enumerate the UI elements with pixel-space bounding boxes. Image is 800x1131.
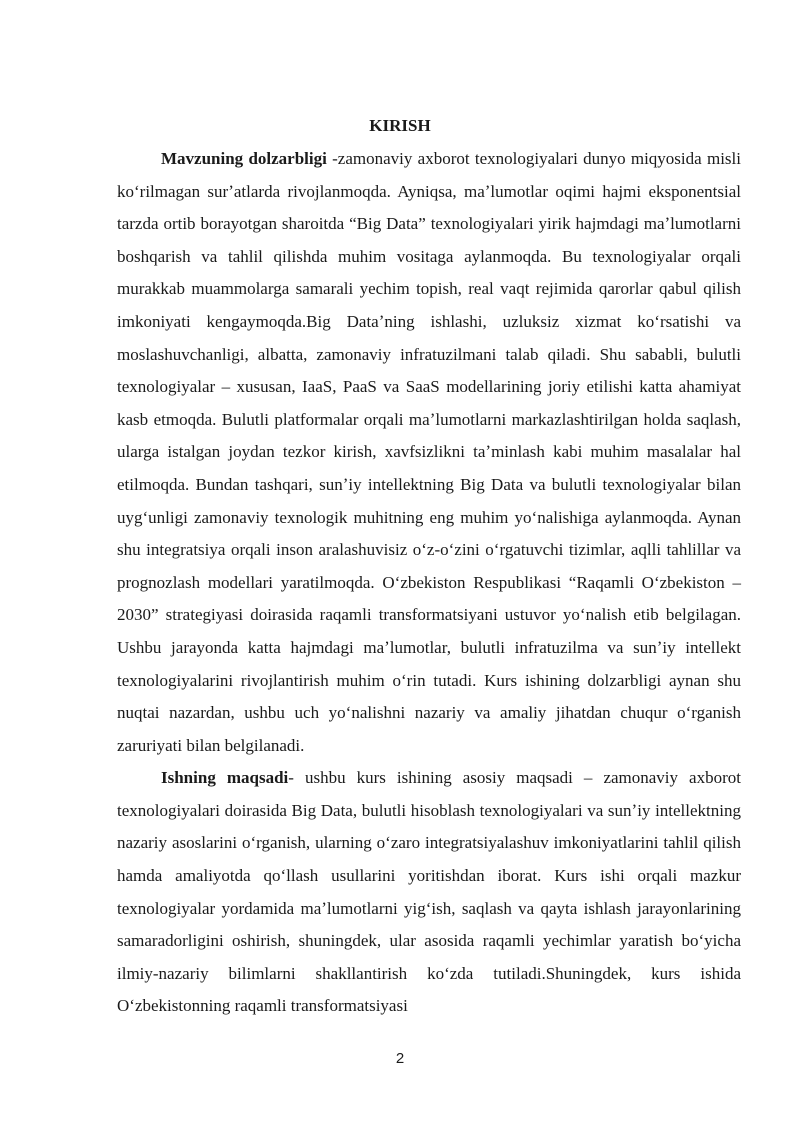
paragraph-text: -zamonaviy axborot texnologiyalari dunyo miqyosida misli koʻrilmagan surʼatlarda rivojlanmoqda. Ayniqsa, maʼlumotlar oqimi hajmi eksponentsial tarzda ortib borayotgan sharoitda “Big Data” texnologiyalari yirik hajmdagi maʼlumotlarni boshqarish va tahlil qilishda muhim vositaga aylanmoqda. Bu texnologiyalar orqali murakkab muammolarga samarali yechim topish, real vaqt rejimida qarorlar qabul qilish imkoniyati kengaymoqda.Big Dataʼning ishlashi, uzluksiz xizmat koʻrsatishi va moslashuvchanligi, albatta, zamonaviy infratuzilmani talab qiladi. Shu sababli, bulutli texnologiyalar – xususan, IaaS, PaaS va SaaS modellarining joriy etilishi katta ahamiyat kasb etmoqda. Bulutli platformalar orqali maʼlumotlarni markazlashtirilgan holda saqlash, ularga istalgan joydan tezkor kirish, xavfsizlikni taʼminlash kabi muhim masalalar hal etilmoqda. Bundan tashqari, sunʼiy intellektning Big Data va bulutli texnologiyalar bilan uygʻunligi zamonaviy texnologik muhitning eng muhim yoʻnalishiga aylanmoqda. Aynan shu integratsiya orqali inson aralashuvisiz oʻz-oʻzini oʻrgatuvchi tizimlar, aqlli tahlillar va prognozlash modellari yaratilmoqda. Oʻzbekiston Respublikasi “Raqamli Oʻzbekiston – 2030” strategiyasi doirasida raqamli transformatsiyani ustuvor yoʻnalish etib belgilagan. Ushbu jarayonda katta hajmdagi maʼlumotlar, bulutli infratuzilma va sunʼiy intellekt texnologiyalarini rivojlantirish muhim oʻrin tutadi. Kurs ishining dolzarbligi aynan shu nuqtai nazardan, ushbu uch yoʻnalishni nazariy va amaliy jihatdan chuqur oʻrganish zaruriyati bilan belgilanadi. [117, 149, 741, 755]
paragraph-goal [117, 762, 741, 1023]
body-text [117, 143, 741, 1023]
paragraph-lead: Mavzuning dolzarbligi [161, 149, 327, 168]
page-number: 2 [395, 1050, 405, 1067]
paragraph-lead: Ishning maqsadi [161, 768, 289, 788]
section-heading: KIRISH [369, 116, 431, 135]
paragraph-relevance [117, 143, 741, 762]
paragraph-text: - ushbu kurs ishining asosiy maqsadi – zamonaviy axborot texnologiyalari doirasida Big Data, bulutli hisoblash texnologiyalari va sunʼiy intellektning nazariy asoslarini oʻrganish, ularning oʻzaro integratsiyalashuv imkoniyatlarini tahlil qilish hamda amaliyotda qoʻllash usullarini yoritishdan iborat. Kurs ishi orqali mazkur texnologiyalar yordamida maʼlumotlarni yigʻish, saqlash va qayta ishlash jarayonlarining samaradorligini oshirish, shuningdek, ular asosida raqamli yechimlar yaratish boʻyicha ilmiy-nazariy bilimlarni shakllantirish koʻzda tutiladi.Shuningdek, kurs ishida Oʻzbekistonning raqamli transformatsiyasi [117, 768, 741, 1016]
